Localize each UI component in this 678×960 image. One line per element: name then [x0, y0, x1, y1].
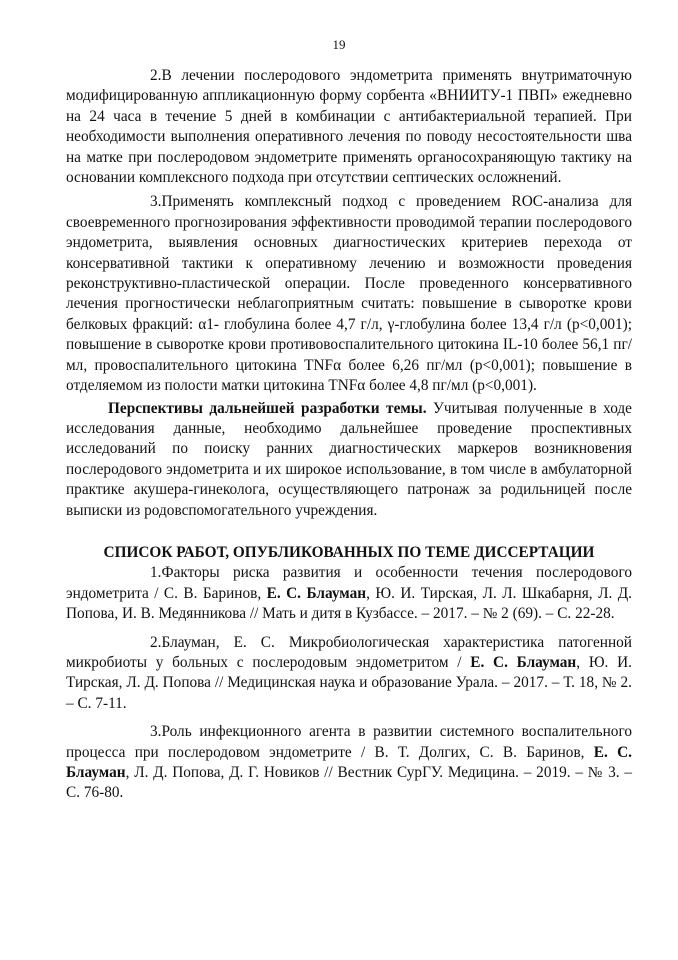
- publication-text: , Л. Д. Попова, Д. Г. Новиков // Вестник СурГУ. Медицина. – 2019. – № 3. – С. 76-80.: [66, 764, 632, 802]
- author-name: Е. С. Блауман: [470, 653, 577, 671]
- recommendation-item: [66, 66, 632, 188]
- publication-text: , Ю. И. Тирская, Л. Л. Шкабарня, Л. Д. Попова, И. В. Медянникова // Мать и дитя в Кузбассе. – 2017. – № 2 (69). – С. 22-28.: [66, 584, 632, 623]
- prospects-text: Учитывая полученные в ходе исследования данные, необходимо дальнейшее проведение проспективных исследований по поиску ранних диагностических маркеров возникновения послеродового эндометрита и их широкое использование, в том числе в амбулаторной практике акушера-гинеколога, осуществляющего патронаж за родильницей после выписки из родовспомогательного учреждения.: [66, 399, 632, 519]
- publication-number: 3.: [150, 723, 162, 741]
- item-number: 2.: [150, 67, 162, 84]
- publication-number: 2.: [150, 633, 162, 651]
- page-body: [66, 66, 632, 804]
- publication-item: [66, 633, 632, 715]
- page-number: 19: [332, 37, 346, 52]
- publication-item: [66, 563, 632, 624]
- prospects-paragraph: [66, 399, 632, 521]
- item-text: В лечении послеродового эндометрита применять внутриматочную модифицированную аппликационную форму сорбента «ВНИИТУ-1 ПВП» ежедневно на 24 часа в течение 5 дней в комбинации с антибактериальной терапией. При необходимости выполнения оперативного лечения по поводу несостоятельности шва на матке при послеродовом эндометрите применять органосохраняющую тактику на основании комплексного подхода при отсутствии септических осложнений.: [66, 67, 632, 187]
- publication-text: Блауман, Е. С. Микробиологическая характеристика патогенной микробиоты у больных с послеродовым эндометритом /: [66, 633, 632, 671]
- author-name: Е. С. Блауман: [66, 743, 632, 781]
- publication-text: Факторы риска развития и особенности течения послеродового эндометрита / С. В. Баринов,: [66, 564, 632, 602]
- item-text: Применять комплексный подход с проведением ROC-анализа для своевременного прогнозирования эффективности проводимой терапии послеродового эндометрита, выявления основных диагностических критериев перехода от консервативной тактики к оперативному лечению и возможности проведения реконструктивно-пластической операции. После проведенного консервативного лечения прогностически неблагоприятным считать: повышение в сыворотке крови белковых фракций: α1- глобулина более 4,7 г/л, γ-глобулина более 13,4 г/л (p<0,001); повышение в сыворотке крови противовоспалительного цитокина IL-10 более 56,1 пг/мл, провоспалительного цитокина TNFα более 6,26 пг/мл (p<0,001); повышение в отделяемом из полости матки цитокина TNFα более 4,8 пг/мл (p<0,001).: [66, 193, 632, 395]
- publications-heading: СПИСОК РАБОТ, ОПУБЛИКОВАННЫХ ПО ТЕМЕ ДИССЕРТАЦИИ: [103, 543, 595, 561]
- author-name: Е. С. Блауман: [266, 584, 367, 602]
- publication-text: , Ю. И. Тирская, Л. Д. Попова // Медицинская наука и образование Урала. – 2017. – Т. 18, № 2. – С. 7-11.: [66, 653, 632, 712]
- item-number: 3.: [150, 193, 162, 211]
- publication-item: [66, 722, 632, 804]
- prospects-label: Перспективы дальнейшей разработки темы.: [108, 399, 427, 417]
- recommendation-item: [66, 192, 632, 396]
- publication-text: Роль инфекционного агента в развитии системного воспалительного процесса при послеродовом эндометрите / В. Т. Долгих, С. В. Баринов,: [66, 723, 632, 761]
- publication-number: 1.: [150, 564, 162, 582]
